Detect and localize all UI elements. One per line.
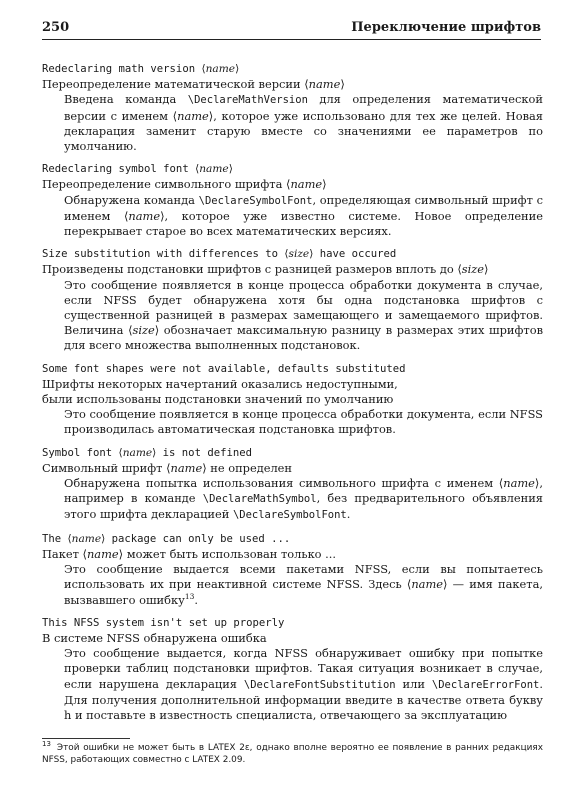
message-translation-line2: были использованы подстановки значений по умолчанию: [42, 392, 394, 407]
message-text: Symbol font ⟨name⟩ is not defined: [42, 446, 252, 459]
running-title: Переключение шрифтов: [351, 20, 541, 35]
message-text: Redeclaring symbol font ⟨name⟩: [42, 163, 233, 176]
footnote-text: Этой ошибки не может быть в LATEX 2ε, однако вполне вероятно ее появление в ранних редакциях NFSS, работающих совместно с LATEX 2.09.: [42, 743, 543, 765]
message-translation: Шрифты некоторых начертаний оказались недоступными,: [42, 376, 398, 391]
footnote: [42, 742, 543, 766]
message-text: This NFSS system isn't set up properly: [42, 616, 285, 629]
message-description: Это сообщение появляется в конце процесса обработки документа, если NFSS производилась автоматическая подстановка шрифтов.: [64, 407, 543, 437]
message-text: Redeclaring math version ⟨name⟩: [42, 63, 240, 75]
page-number: 250: [42, 20, 70, 35]
message-description: Это сообщение выдается всеми пакетами NFSS, если вы попытаетесь использовать их при неактивной системе NFSS. Здесь ⟨name⟩ — имя пакета, вызвавшего ошибку$^{13}$.: [64, 562, 543, 607]
message-translation: В системе NFSS обнаружена ошибка: [42, 630, 267, 645]
footnote-number: 13: [42, 740, 51, 749]
message-translation: Пакет ⟨name⟩ может быть использован только ...: [42, 546, 337, 561]
message-description: Введена команда \DeclareMathVersion для определения математической версии с именем ⟨name⟩, которое уже использовано для тех же целей. Новая декларация заменит старую вместе со значениями ее параметров по умолчанию.: [64, 92, 543, 154]
page-body: [42, 62, 543, 731]
message-entry: [42, 446, 543, 524]
message-translation: Переопределение символьного шрифта ⟨name⟩: [42, 177, 327, 192]
message-entry: [42, 62, 543, 154]
footnote-reference: 13: [184, 591, 195, 601]
message-entry: [42, 247, 543, 353]
message-entry: [42, 362, 543, 438]
message-description: Это сообщение появляется в конце процесса обработки документа в случае, если NFSS будет обнаружена хотя бы одна подстановка шрифтов с существенной разницей в размерах замещающего и замещаемого шрифтов. Величина ⟨size⟩ обозначает максимальную разницу в размерах этих шрифтов для всего множества выполненных подстановок.: [64, 277, 543, 353]
message-entry: [42, 616, 543, 723]
message-entry: [42, 162, 543, 239]
message-text: Size substitution with differences to ⟨size⟩ have occured: [42, 248, 397, 261]
message-translation: Произведены подстановки шрифтов с разницей размеров вплоть до ⟨size⟩: [42, 262, 489, 277]
message-text: Some font shapes were not available, defaults substituted: [42, 362, 406, 375]
message-description: Обнаружена команда \DeclareSymbolFont, определяющая символьный шрифт с именем ⟨name⟩, которое уже известно системе. Новое определение перекрывает старое во всех математических версиях.: [64, 192, 543, 239]
message-translation: Символьный шрифт ⟨name⟩ не определен: [42, 460, 293, 475]
message-description: Это сообщение выдается, когда NFSS обнаруживает ошибку при попытке проверки таблиц подстановки шрифтов. Такая ситуация возникает в случае, если нарушена декларация \DeclareFontSubstitution или \DeclareErrorFont. Для получения дополнительной информации введите в качестве ответа букву h и поставьте в известность специалиста, отвечающего за эксплуатацию: [64, 646, 543, 722]
footnote-rule: [42, 738, 130, 739]
message-text: The ⟨name⟩ package can only be used ...: [42, 532, 291, 545]
page-header: [42, 19, 541, 40]
message-translation: Переопределение математической версии ⟨name⟩: [42, 77, 345, 92]
message-entry: [42, 532, 543, 608]
message-description: Обнаружена попытка использования символьного шрифта с именем ⟨name⟩, например в команде \DeclareMathSymbol, без предварительного объявления этого шрифта декларацией \DeclareSymbolFont.: [64, 476, 543, 522]
